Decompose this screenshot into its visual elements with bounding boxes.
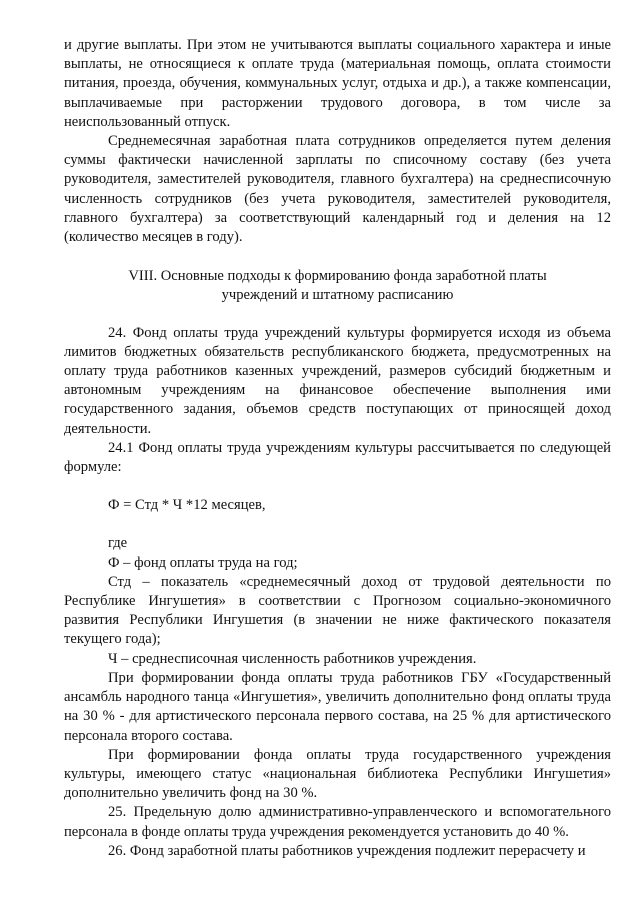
definition-std: Стд – показатель «среднемесячный доход от трудовой деятельности по Республике Ингушетия» в соответствии с Прогнозом социально-экономичного развития Республики Ингушетия (в значении не ниже фактического показателя текущего года); — [64, 573, 611, 648]
section-heading-viii — [64, 267, 611, 305]
definition-f: Ф – фонд оплаты труда на год; — [108, 554, 298, 571]
document-body — [64, 36, 611, 861]
paragraph-average-salary: Среднемесячная заработная плата сотрудников определяется путем деления суммы фактически начисленной зарплаты по списочному составу (без учета руководителя, заместителей руководителя, главного бухгалтера) на среднесписочную численность сотрудников (без учета руководителя, заместителей руководителя, главного бухгалтера) за соответствующий календарный год и деления на 12 (количество месяцев в году). — [64, 133, 611, 246]
paragraph-national-library: При формировании фонда оплаты труда государственного учреждения культуры, имеющего статус «национальная библиотека Республики Ингушетия» дополнительно увеличить фонд на 30 %. — [64, 746, 611, 802]
paragraph-24-1: 24.1 Фонд оплаты труда учреждениям культуры рассчитывается по следующей формуле: — [64, 439, 611, 476]
paragraph-dance-ensemble: При формировании фонда оплаты труда работников ГБУ «Государственный ансамбль народного танца «Ингушетия», увеличить дополнительно фонд оплаты труда на 30 % - для артистического персонала первого состава, на 25 % для артистического персонала второго состава. — [64, 669, 611, 744]
formula-where: где — [108, 535, 128, 552]
section-heading-line-2: учреждений и штатному расписанию — [221, 287, 454, 304]
definition-ch: Ч – среднесписочная численность работников учреждения. — [108, 650, 477, 667]
paragraph-other-payments: и другие выплаты. При этом не учитываются выплаты социального характера и иные выплаты, не относящиеся к оплате труда (материальная помощь, оплата стоимости питания, проезда, обучения, коммунальных услуг, отдыха и др.), а также компенсации, выплачиваемые при расторжении трудового договора, в том числе за неиспользованный отпуск. — [64, 37, 611, 130]
payroll-formula: Ф = Стд * Ч *12 месяцев, — [108, 497, 266, 514]
section-heading-line-1: VIII. Основные подходы к формированию фонда заработной платы — [128, 268, 547, 285]
paragraph-26: 26. Фонд заработной платы работников учреждения подлежит перерасчету и — [108, 842, 586, 859]
paragraph-25: 25. Предельную долю административно-управленческого и вспомогательного персонала в фонде оплаты труда учреждения рекомендуется установить до 40 %. — [64, 804, 611, 840]
paragraph-24: 24. Фонд оплаты труда учреждений культуры формируется исходя из объема лимитов бюджетных обязательств республиканского бюджета, предусмотренных на оплату труда работников казенных учреждений, размеров субсидий бюджетным и автономным учреждениям на финансовое обеспечение выполнения ими государственного задания, объемов средств поступающих от приносящей доход деятельности. — [64, 324, 611, 437]
